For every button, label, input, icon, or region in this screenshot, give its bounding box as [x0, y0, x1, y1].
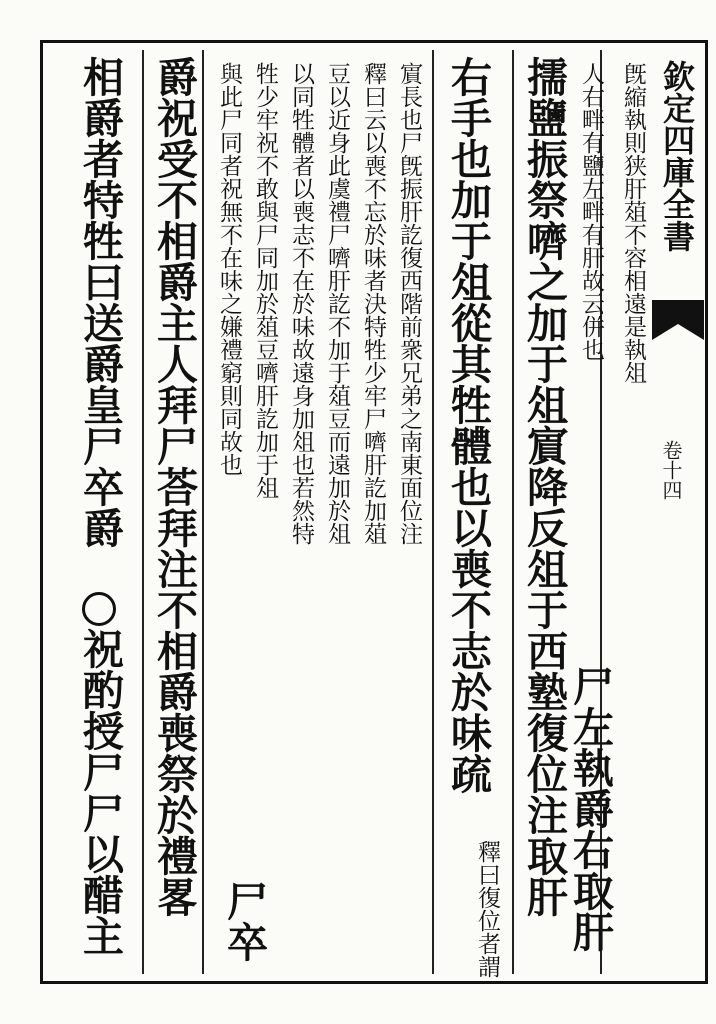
text-column-tail: 祝酌授尸尸以醋主 — [76, 628, 124, 956]
column-rule — [432, 50, 434, 974]
column-rule — [202, 50, 204, 974]
text-column: 以同牲體者以喪志不在於味故遠身加俎也若然特 — [288, 62, 314, 545]
text-column: 牲少牢祝不敢與尸同加於葅豆嚌肝訖加于俎 — [252, 62, 278, 499]
text-column: 賔長也尸旣振肝訖復西階前衆兄弟之南東面位注 — [396, 62, 422, 545]
spine-title: 欽定四庫全書 — [658, 60, 696, 252]
text-column: 爵祝受不相爵主人拜尸荅拜注不相爵喪祭於禮畧 — [150, 56, 198, 917]
text-column: 釋曰云以喪不忘於味者決特牲少牢尸嚌肝訖加葅 — [360, 62, 386, 545]
spine-volume: 卷十四 — [659, 440, 683, 500]
text-column: 與此尸同者祝無不在味之嫌禮窮則同故也 — [216, 62, 242, 476]
text-column: 旣縮執則狭肝葅不容相遠是執俎 — [620, 62, 646, 384]
column-rule — [512, 50, 514, 974]
text-column-tail: 釋曰復位者謂 — [474, 840, 500, 978]
text-column: 擩鹽振祭嚌之加于俎賔降反俎于西塾復位注取肝 — [520, 56, 568, 917]
text-column-tail: 尸左執爵右取肝 — [566, 665, 614, 952]
text-column: 人右畔有鹽左畔有肝故云併也 — [578, 62, 604, 361]
text-column: 相爵者特牲曰送爵皇尸卒爵 — [76, 56, 124, 548]
text-column: 豆以近身此虞禮尸嚌肝訖不加于葅豆而遠加於俎 — [324, 62, 350, 545]
column-rule — [142, 50, 144, 974]
text-column: 右手也加于俎從其牲體也以喪不志於味疏 — [444, 56, 492, 794]
text-column-tail: 尸卒 — [220, 880, 268, 962]
